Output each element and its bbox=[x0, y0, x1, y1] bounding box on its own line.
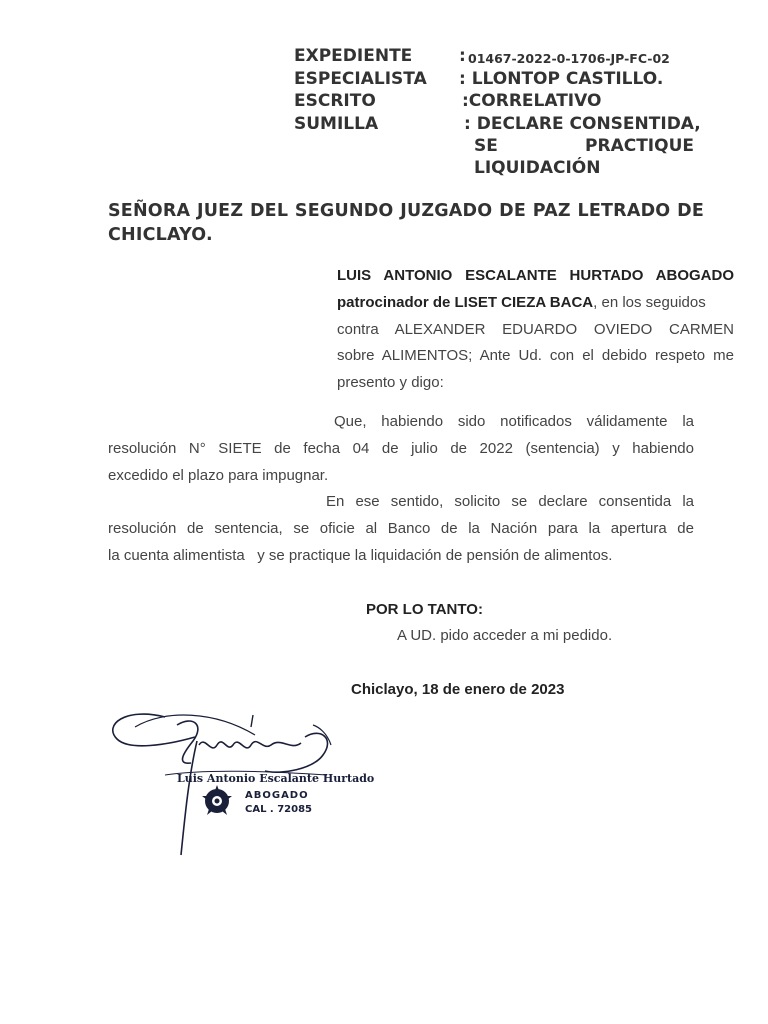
intro-line-2 bbox=[337, 289, 734, 316]
place-date: Chiclayo, 18 de enero de 2023 bbox=[351, 681, 565, 698]
p2-line-3: la cuenta alimentista y se practique la liquidación de pensión de alimentos. bbox=[108, 547, 613, 564]
sumilla-line-2: SE PRACTIQUE bbox=[474, 136, 694, 156]
p1-line-3: excedido el plazo para impugnar. bbox=[108, 467, 329, 484]
sumilla-line-1: : DECLARE CONSENTIDA, bbox=[464, 114, 701, 134]
p2-line-1: En ese sentido, solicito se declare consentida la bbox=[326, 493, 694, 510]
escrito-value: :CORRELATIVO bbox=[462, 91, 602, 111]
escrito-label: ESCRITO bbox=[294, 91, 376, 111]
por-lo-tanto: POR LO TANTO: bbox=[366, 601, 483, 618]
client-name: patrocinador de LISET CIEZA BACA bbox=[337, 294, 594, 311]
intro-line-4: sobre ALIMENTOS; Ante Ud. con el debido respeto me bbox=[337, 347, 734, 364]
signature-stamp bbox=[105, 705, 375, 865]
stamp-registration: CAL . 72085 bbox=[245, 804, 313, 815]
especialista-label: ESPECIALISTA bbox=[294, 69, 427, 89]
expediente-number: 01467-2022-0-1706-JP-FC-02 bbox=[468, 51, 670, 66]
signature-icon bbox=[105, 705, 375, 865]
stamp-name: Luis Antonio Escalante Hurtado bbox=[177, 772, 375, 785]
especialista-value: : LLONTOP CASTILLO. bbox=[459, 69, 664, 89]
p2-line-2: resolución de sentencia, se oficie al Banco de la Nación para la apertura de bbox=[108, 520, 694, 537]
addressee-line-1: SEÑORA JUEZ DEL SEGUNDO JUZGADO DE PAZ LETRADO DE bbox=[108, 201, 704, 221]
intro-line-2-rest: , en los seguidos bbox=[593, 294, 706, 311]
request-line: A UD. pido acceder a mi pedido. bbox=[397, 627, 613, 644]
intro-line-5: presento y digo: bbox=[337, 374, 444, 391]
sumilla-label: SUMILLA bbox=[294, 114, 379, 134]
sumilla-line-3: LIQUIDACIÓN bbox=[474, 158, 601, 178]
intro-line-3: contra ALEXANDER EDUARDO OVIEDO CARMEN bbox=[337, 321, 734, 338]
p1-line-1: Que, habiendo sido notificados válidamente la bbox=[334, 413, 694, 430]
expediente-label: EXPEDIENTE bbox=[294, 46, 413, 66]
expediente-colon: : bbox=[459, 46, 466, 66]
addressee-line-2: CHICLAYO. bbox=[108, 225, 213, 245]
intro-line-1: LUIS ANTONIO ESCALANTE HURTADO ABOGADO bbox=[337, 267, 734, 284]
p1-line-2: resolución N° SIETE de fecha 04 de julio de 2022 (sentencia) y habiendo bbox=[108, 440, 694, 457]
stamp-title: ABOGADO bbox=[245, 790, 309, 801]
